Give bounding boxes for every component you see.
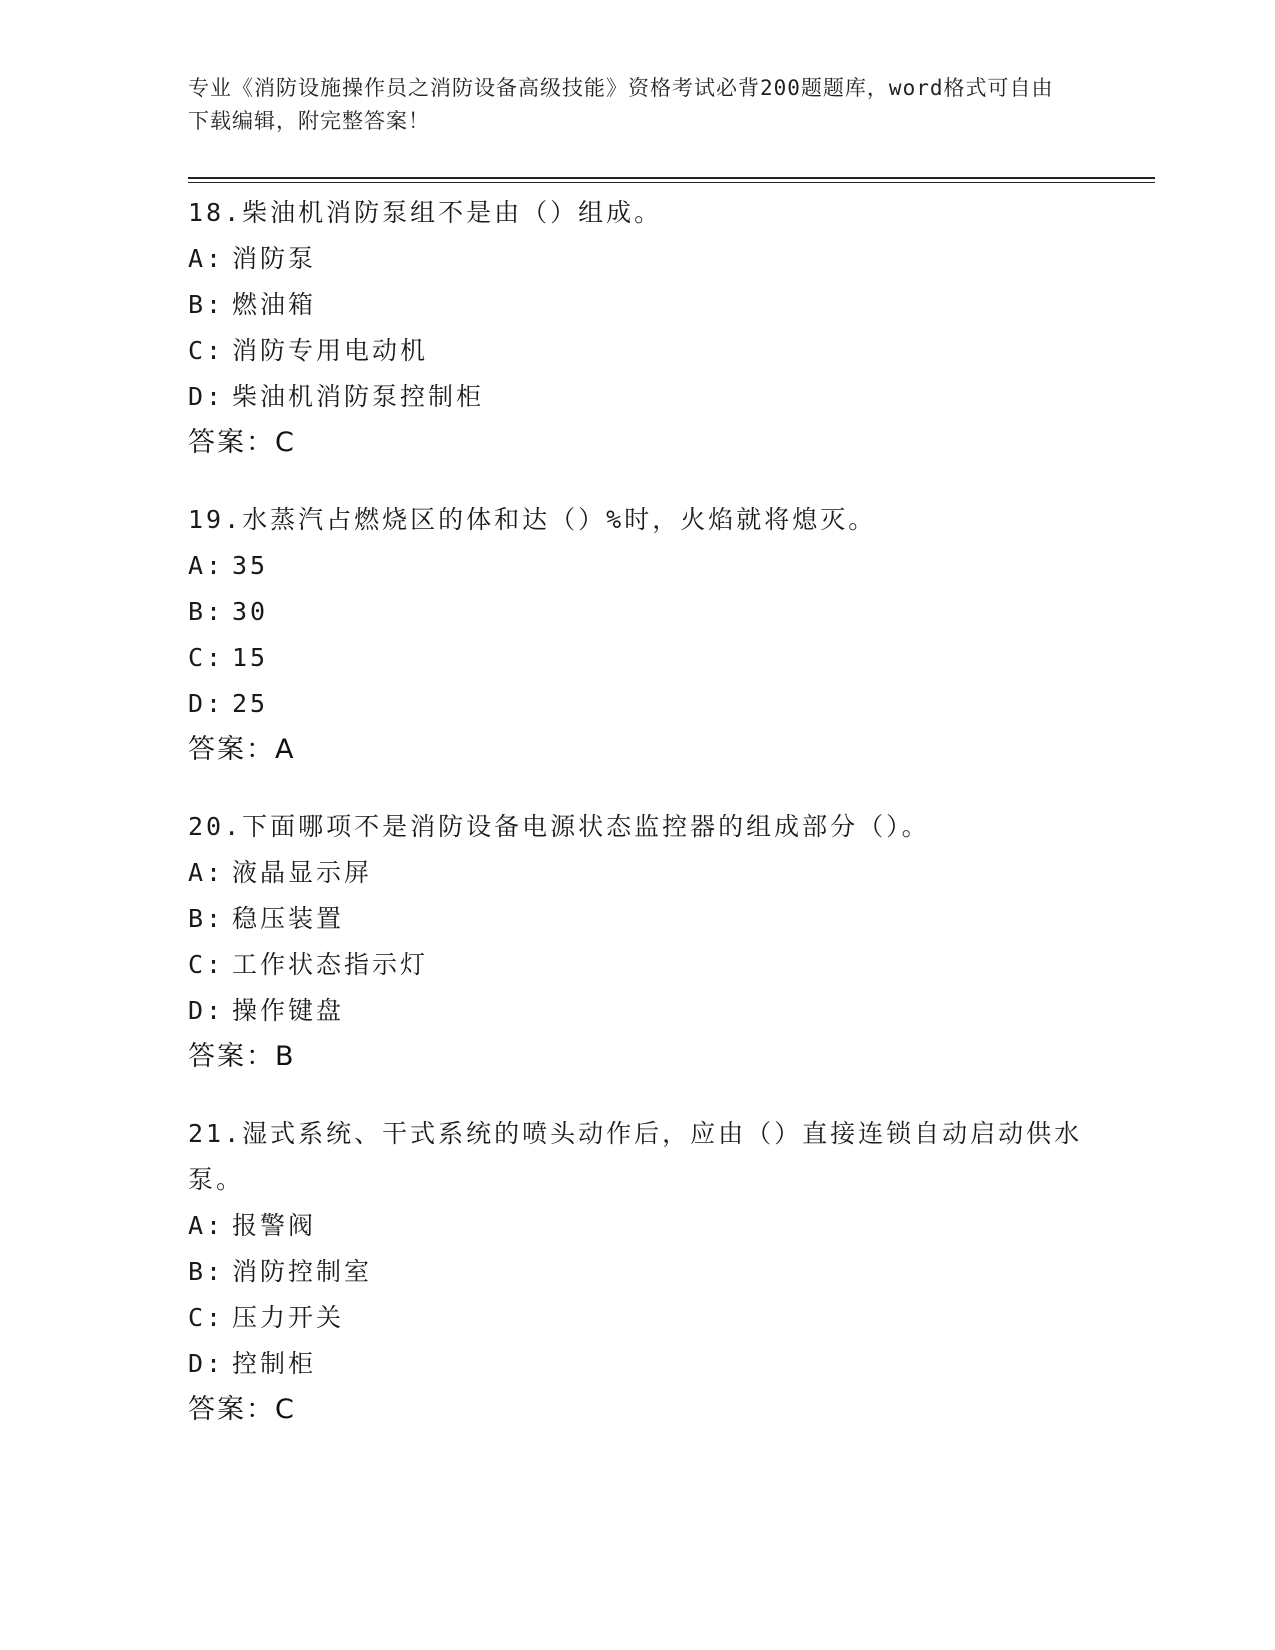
option-text: 压力开关 <box>232 1303 345 1332</box>
question-stem: 19.水蒸汽占燃烧区的体和达（）%时，火焰就将熄灭。 <box>188 505 877 534</box>
option-c <box>188 635 1088 681</box>
option-letter: A: <box>188 858 225 887</box>
option-b <box>188 589 1088 635</box>
option-text: 35 <box>232 551 269 580</box>
option-letter: C: <box>188 336 225 365</box>
option-c <box>188 1295 1088 1341</box>
question-item <box>188 1111 1088 1433</box>
option-text: 柴油机消防泵控制柜 <box>232 382 485 411</box>
option-text: 液晶显示屏 <box>232 858 373 887</box>
header-divider-thin <box>188 182 1155 183</box>
question-stem: 20.下面哪项不是消防设备电源状态监控器的组成部分（）。 <box>188 812 930 841</box>
option-c <box>188 942 1088 988</box>
answer-line: 答案：C <box>188 427 296 458</box>
option-letter: C: <box>188 1303 225 1332</box>
option-letter: D: <box>188 382 225 411</box>
option-text: 工作状态指示灯 <box>232 950 429 979</box>
question-stem: 18.柴油机消防泵组不是由（）组成。 <box>188 198 663 227</box>
option-text: 消防控制室 <box>232 1257 373 1286</box>
option-text: 操作键盘 <box>232 996 345 1025</box>
option-d <box>188 988 1088 1034</box>
option-a <box>188 1203 1088 1249</box>
option-b <box>188 1249 1088 1295</box>
option-letter: A: <box>188 244 225 273</box>
answer-line: 答案：B <box>188 1041 296 1072</box>
answer-line: 答案：C <box>188 1394 296 1425</box>
question-item <box>188 497 1088 773</box>
option-d <box>188 681 1088 727</box>
question-item <box>188 190 1088 466</box>
option-letter: A: <box>188 551 225 580</box>
option-text: 15 <box>232 643 269 672</box>
option-letter: B: <box>188 290 225 319</box>
option-d <box>188 374 1088 420</box>
option-letter: D: <box>188 996 225 1025</box>
option-text: 25 <box>232 689 269 718</box>
header-divider-thick <box>188 177 1155 179</box>
option-letter: D: <box>188 1349 225 1378</box>
option-text: 燃油箱 <box>232 290 317 319</box>
option-text: 控制柜 <box>232 1349 317 1378</box>
option-letter: D: <box>188 689 225 718</box>
option-a <box>188 543 1088 589</box>
option-letter: B: <box>188 904 225 933</box>
option-c <box>188 328 1088 374</box>
answer-line: 答案：A <box>188 734 296 765</box>
option-letter: B: <box>188 597 225 626</box>
option-b <box>188 896 1088 942</box>
question-stem: 21.湿式系统、干式系统的喷头动作后，应由（）直接连锁自动启动供水泵。 <box>188 1119 1083 1194</box>
option-d <box>188 1341 1088 1387</box>
option-letter: C: <box>188 643 225 672</box>
option-text: 消防专用电动机 <box>232 336 429 365</box>
option-letter: B: <box>188 1257 225 1286</box>
option-letter: C: <box>188 950 225 979</box>
option-letter: A: <box>188 1211 225 1240</box>
option-text: 30 <box>232 597 269 626</box>
option-text: 稳压装置 <box>232 904 345 933</box>
option-text: 消防泵 <box>232 244 317 273</box>
question-item <box>188 804 1088 1080</box>
question-list <box>188 190 1088 1464</box>
document-header: 专业《消防设施操作员之消防设备高级技能》资格考试必背200题题库，word格式可自由下载编辑，附完整答案！ <box>188 76 1054 133</box>
option-a <box>188 236 1088 282</box>
option-a <box>188 850 1088 896</box>
option-b <box>188 282 1088 328</box>
option-text: 报警阀 <box>232 1211 317 1240</box>
